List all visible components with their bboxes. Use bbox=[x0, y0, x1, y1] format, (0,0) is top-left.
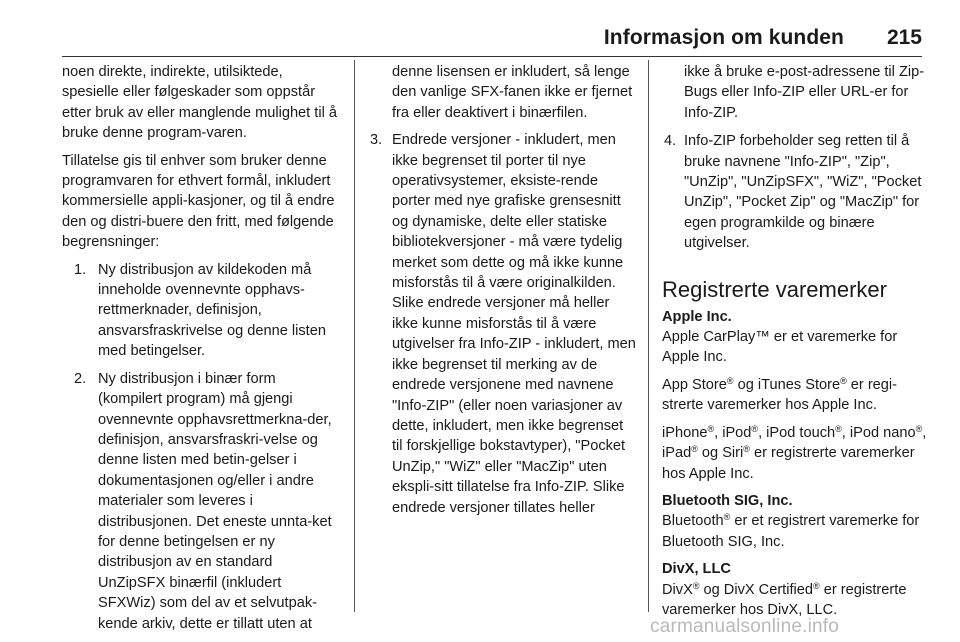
column-divider-1 bbox=[354, 60, 355, 612]
list-item-1 bbox=[62, 260, 342, 362]
paragraph-apple-store: App Store® og iTunes Store® er regi-strerte varemerker hos Apple Inc. bbox=[662, 375, 898, 414]
page-number: 215 bbox=[886, 26, 922, 49]
page-header bbox=[0, 0, 960, 56]
list-number: 3. bbox=[370, 132, 383, 149]
header-divider bbox=[62, 56, 922, 57]
column-1 bbox=[62, 62, 342, 641]
paragraph-apple-carplay: Apple CarPlay™ er et varemerke for Apple Inc. bbox=[662, 329, 898, 366]
brand-divx: DivX, LLC bbox=[662, 561, 731, 578]
list-item-2 bbox=[62, 369, 342, 634]
page-title: Informasjon om kunden bbox=[603, 26, 844, 49]
list-number: 1. bbox=[74, 261, 87, 278]
list-number: 2. bbox=[74, 370, 87, 387]
list-item-2-continuation: denne lisensen er inkludert, så lenge den vanlige SFX-fanen ikke er fjernet fra eller deaktivert i binærfilen. bbox=[392, 64, 633, 121]
list-item-3 bbox=[370, 130, 636, 518]
paragraph-permission: Tillatelse gis til enhver som bruker denne programvaren for ethvert formål, inkludert kommersielle appli-kasjoner, og til å endre den og distri-buere den fritt, med følgende begrensninger: bbox=[62, 152, 335, 251]
list-text: Info-ZIP forbeholder seg retten til å bruke navnene "Info-ZIP", "Zip", "UnZip", "UnZipSFX", "WiZ", "Pocket UnZip", "Pocket Zip" og "MacZip" for egen programkilde og binære utgivelser. bbox=[684, 133, 922, 252]
list-item-4 bbox=[662, 131, 930, 253]
list-number: 4. bbox=[664, 133, 677, 150]
list-text: Ny distribusjon i binær form (kompilert program) må gjengi ovennevnte opphavsrettmerkna-der, definisjon, ansvarsfraskri-velse og denne listen med betin-gelser i dokumentasjonen og/eller i andre materialer som leveres i distribusjonen. Det eneste unnta-ket for denne betingelsen er ny distribusjon av en standard UnZipSFX binærfil (inkludert SFXWiz) som del av et selvutpak-kende arkiv, dette er tillatt uten at bbox=[98, 370, 332, 632]
paragraph-apple-devices: iPhone®, iPod®, iPod touch®, iPod nano®, iPad® og Siri® er registrerte varemerker hos Apple Inc. bbox=[662, 423, 927, 482]
brand-bluetooth: Bluetooth SIG, Inc. bbox=[662, 492, 793, 509]
brand-apple: Apple Inc. bbox=[662, 308, 732, 325]
list-text: Endrede versjoner - inkludert, men ikke begrenset til porter til nye operativsystemer, eksiste-rende porter med nye grafiske grensesnitt og dynamiske, delte eller statiske bibliotekversjoner - må være tydelig merket som dette og må ikke kunne misforstås til å være originalkilden. Slike endrede versjoner må heller ikke kunne misforstås til å være utgivelser fra Info-ZIP - inkludert, men ikke begrenset til merking av de endrede versjonene med navnene "Info-ZIP" (eller noen variasjoner av dette, inkludert, men ikke begrenset til forskjellige bokstavtyper), "Pocket UnZip," "WiZ" eller "MacZip" uten ekspli-sitt tillatelse fra Info-ZIP. Slike endrede versjoner tillates heller bbox=[392, 132, 636, 516]
column-divider-2 bbox=[648, 60, 649, 612]
paragraph-divx: DivX® og DivX Certified® er registrerte varemerker hos DivX, LLC. bbox=[662, 580, 907, 618]
section-heading-trademarks: Registrerte varemerker bbox=[662, 276, 887, 302]
paragraph-liability: noen direkte, indirekte, utilsiktede, spesielle eller følgeskader som oppstår etter bruk av eller manglende mulighet til å bruke denne program-varen. bbox=[62, 64, 337, 142]
list-text: Ny distribusjon av kildekoden må inneholde ovennevnte opphavs-rettmerknader, definisjon, ansvarsfraskrivelse og denne listen med betingelser. bbox=[98, 261, 326, 360]
paragraph-bluetooth: Bluetooth® er et registrert varemerke for Bluetooth SIG, Inc. bbox=[662, 512, 920, 550]
column-3 bbox=[662, 62, 930, 627]
column-2 bbox=[370, 62, 636, 525]
watermark-text: carmanualsonline.info bbox=[650, 616, 840, 637]
list-item-3-continuation: ikke å bruke e-post-adressene til Zip-Bugs eller Info-ZIP eller URL-er for Info-ZIP. bbox=[684, 64, 925, 121]
